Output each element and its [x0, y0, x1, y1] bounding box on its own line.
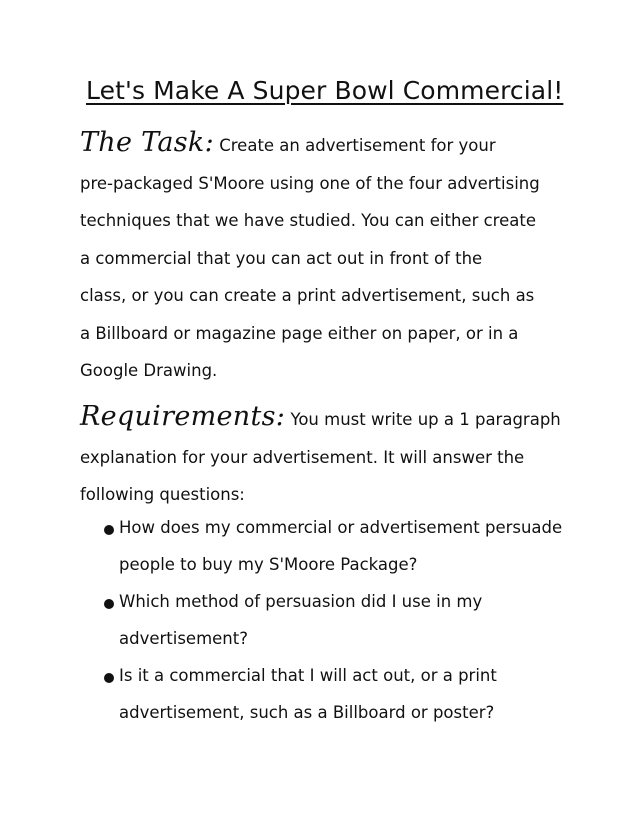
question-1-line-2: people to buy my S'Moore Package?	[119, 554, 418, 574]
task-line-2: pre-packaged S'Moore using one of the four advertising	[80, 173, 540, 193]
task-line-7: Google Drawing.	[80, 361, 218, 380]
task-line-3: techniques that we have studied. You can either create	[80, 211, 536, 230]
bullet-icon	[104, 599, 114, 609]
bullet-icon	[104, 525, 114, 535]
questions-list	[104, 510, 563, 732]
requirements-line-2: explanation for your advertisement. It will answer the	[80, 447, 525, 467]
question-item-2	[104, 584, 554, 657]
bullet-icon	[104, 673, 114, 683]
task-line-1: Create an advertisement for your	[219, 136, 496, 155]
task-line-6: a Billboard or magazine page either on paper, or in a	[80, 323, 519, 343]
question-1-line-1: How does my commercial or advertisement persuade	[119, 518, 563, 537]
page-title: Let's Make A Super Bowl Commercial!	[86, 76, 564, 105]
question-item-1	[104, 510, 563, 583]
requirements-first-line	[80, 398, 560, 439]
requirements-section	[80, 398, 560, 514]
question-item-3	[104, 658, 554, 731]
question-3-line-1: Is it a commercial that I will act out, or a print	[119, 666, 497, 685]
requirements-heading: Requirements:	[80, 401, 286, 432]
question-3-line-2: advertisement, such as a Billboard or poster?	[119, 702, 495, 722]
requirements-line-1: You must write up a 1 paragraph	[290, 410, 561, 429]
question-2-line-2: advertisement?	[119, 628, 248, 648]
task-line-4: a commercial that you can act out in front of the	[80, 248, 483, 268]
task-first-line	[80, 124, 560, 165]
task-heading: The Task:	[80, 127, 214, 158]
task-line-5: class, or you can create a print advertisement, such as	[80, 286, 535, 305]
requirements-line-3: following questions:	[80, 485, 245, 504]
task-section	[80, 124, 560, 390]
question-2-line-1: Which method of persuasion did I use in my	[119, 592, 483, 611]
